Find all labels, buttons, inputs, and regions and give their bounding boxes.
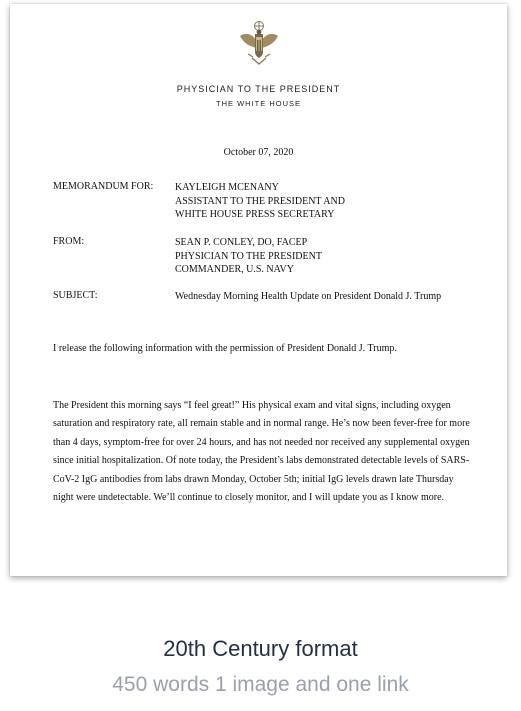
from-line: COMMANDER, U.S. NAVY <box>175 264 294 275</box>
memorandum-for-label: MEMORANDUM FOR: <box>53 181 154 192</box>
from-label: FROM: <box>53 236 85 247</box>
to-line: KAYLEIGH MCENANY <box>175 182 279 193</box>
format-subtitle: 450 words 1 image and one link <box>112 673 409 696</box>
presidential-seal-icon <box>236 20 282 66</box>
from-line: PHYSICIAN TO THE PRESIDENT <box>175 250 322 262</box>
letterhead-subtitle: THE WHITE HOUSE <box>215 99 301 108</box>
from-value <box>175 236 322 277</box>
memorandum-for-value <box>175 181 345 222</box>
letterhead-title: PHYSICIAN TO THE PRESIDENT <box>176 84 341 94</box>
body-paragraph: The President this morning says “I feel great!” His physical exam and vital signs, including oxygen saturation and respiratory rate, all remain stable and in normal range. He’s now been fever-free for more than 4 days, symptom-free for over 24 hours, and has not needed nor received any supplemental oxygen since initial hospitalization. Of note today, the President’s labs demonstrated detectable levels of SARS-CoV-2 IgG antibodies from labs drawn Monday, October 5th; initial IgG levels drawn late Thursday night were undetectable. We’ll continue to closely monitor, and I will update you as I know more. <box>53 400 470 504</box>
from-line: SEAN P. CONLEY, DO, FACEP <box>175 237 308 248</box>
to-line: WHITE HOUSE PRESS SECRETARY <box>175 209 335 220</box>
memo-date: October 07, 2020 <box>223 147 294 158</box>
intro-paragraph: I release the following information with the permission of President Donald J. Trump. <box>53 343 397 354</box>
subject-value: Wednesday Morning Health Update on President Donald J. Trump <box>175 291 442 302</box>
to-line: ASSISTANT TO THE PRESIDENT AND <box>175 195 345 207</box>
memo-document <box>10 4 507 576</box>
subject-label: SUBJECT: <box>53 290 98 301</box>
format-title: 20th Century format <box>163 636 358 661</box>
